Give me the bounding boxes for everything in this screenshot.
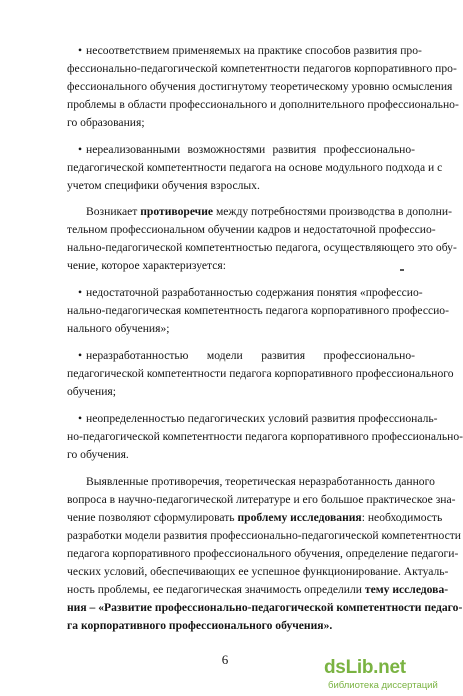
bullet-line-5 bbox=[78, 411, 438, 426]
text-run: го образования; bbox=[67, 116, 145, 129]
text-run: нального обучения»; bbox=[67, 322, 170, 335]
text-run: тельном профессиональном обучении кадров и недостаточной профессио- bbox=[67, 223, 436, 236]
text-line-bold bbox=[67, 600, 463, 615]
text-line bbox=[67, 528, 461, 543]
text-line bbox=[67, 240, 457, 255]
text-run: го обучения. bbox=[67, 448, 129, 461]
bullet-line-2 bbox=[78, 142, 415, 157]
text-run: разработки модели развития профессионально-педагогической компетентности bbox=[67, 529, 461, 542]
bold-term: противоречие bbox=[140, 205, 214, 218]
text-run: несоответствием применяемых на практике способов развития про- bbox=[86, 44, 422, 57]
text-run: педагогической компетентности педагога корпоративного профессионального bbox=[67, 367, 454, 380]
text-run: ческих условий, обеспечивающих ее успешное функционирование. Актуаль- bbox=[67, 565, 449, 578]
text-run: проблемы в области профессионального и дополнительного профессионально- bbox=[67, 98, 459, 111]
watermark-logo-text: dsLib.net bbox=[324, 657, 406, 678]
text-run: нально-педагогической компетентностью педагога, осуществляющего это обу- bbox=[67, 241, 457, 254]
text-line bbox=[67, 303, 449, 318]
text-line bbox=[67, 366, 454, 381]
bullet-line-3 bbox=[78, 285, 423, 300]
bullet-line-4 bbox=[78, 348, 415, 363]
bullet-icon: • bbox=[78, 412, 83, 425]
text-run: Возникает bbox=[86, 205, 138, 218]
text-run: : необходимость bbox=[361, 511, 443, 524]
bullet-icon: • bbox=[78, 286, 83, 299]
scan-mark bbox=[400, 269, 404, 271]
text-run: между потребностями производства в дополни- bbox=[215, 205, 452, 218]
text-run: чение позволяют сформулировать bbox=[67, 511, 235, 524]
text-line-bold bbox=[67, 618, 415, 633]
bold-term: ния – «Развитие профессионально-педагогической компетентности педаго- bbox=[67, 601, 463, 614]
text-run: учетом специфики обучения взрослых. bbox=[67, 179, 260, 192]
text-line bbox=[67, 564, 449, 579]
text-line bbox=[67, 447, 415, 462]
bold-term: проблему исследования bbox=[237, 511, 362, 524]
text-line bbox=[67, 492, 456, 507]
text-run: нереализованными возможностями развития профессионально- bbox=[86, 143, 415, 156]
text-run: фессионального обучения достигнутому теоретическому уровню осмысления bbox=[67, 80, 453, 93]
text-run: неразработанностью модели развития профессионально- bbox=[86, 349, 415, 362]
text-run: вопроса в научно-педагогической литературе и его большое практическое зна- bbox=[67, 493, 456, 506]
text-line bbox=[67, 61, 457, 76]
text-line bbox=[67, 97, 459, 112]
text-run: педагога корпоративного профессионального обучения, определение педагоги- bbox=[67, 547, 459, 560]
bullet-icon: • bbox=[78, 349, 83, 362]
text-line bbox=[67, 510, 443, 525]
bullet-icon: • bbox=[78, 44, 83, 57]
text-line bbox=[67, 79, 453, 94]
text-line bbox=[67, 115, 415, 130]
watermark-logo bbox=[324, 657, 442, 693]
text-run: но-педагогической компетентности педагога корпоративного профессионально- bbox=[67, 430, 463, 443]
watermark-subtitle: библиотека диссертаций bbox=[328, 680, 438, 691]
bold-term: тему исследова- bbox=[364, 583, 449, 596]
bullet-icon: • bbox=[78, 143, 83, 156]
text-line bbox=[67, 429, 463, 444]
text-run: обучения; bbox=[67, 385, 116, 398]
text-run: чение, которое характеризуется: bbox=[67, 259, 226, 272]
paragraph-contradiction bbox=[86, 204, 452, 219]
text-line bbox=[67, 384, 415, 399]
text-line bbox=[67, 160, 443, 175]
bold-term: га корпоративного профессионального обучения». bbox=[67, 619, 333, 632]
text-run: фессионально-педагогической компетентности педагогов корпоративного про- bbox=[67, 62, 457, 75]
text-run: ность проблемы, ее педагогическая значимость определили bbox=[67, 583, 362, 596]
text-line bbox=[67, 258, 415, 273]
page-number: 6 bbox=[221, 652, 229, 667]
text-line bbox=[67, 222, 436, 237]
text-run: недостаточной разработанностью содержания понятия «профессио- bbox=[86, 286, 423, 299]
text-line bbox=[67, 321, 415, 336]
bullet-line-1 bbox=[78, 43, 422, 58]
text-run: нально-педагогическая компетентность педагога корпоративного профессио- bbox=[67, 304, 449, 317]
text-run: неопределенностью педагогических условий развития профессиональ- bbox=[86, 412, 438, 425]
paragraph-problem bbox=[86, 474, 435, 489]
text-run: Выявленные противоречия, теоретическая неразработанность данного bbox=[86, 475, 435, 488]
text-line bbox=[67, 546, 459, 561]
text-run: педагогической компетентности педагога на основе модульного подхода и с bbox=[67, 161, 443, 174]
text-line bbox=[67, 582, 449, 597]
text-line bbox=[67, 178, 415, 193]
